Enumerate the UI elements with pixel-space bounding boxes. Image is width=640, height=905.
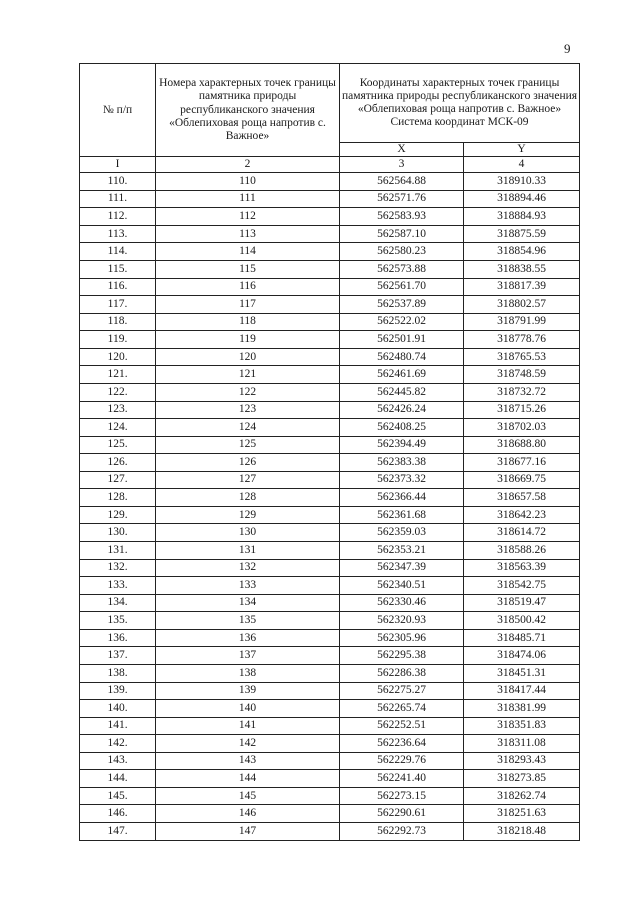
table-row bbox=[80, 225, 580, 243]
y-coordinate-cell: 318381.99 bbox=[464, 700, 580, 718]
table-row bbox=[80, 419, 580, 437]
y-coordinate-cell: 318791.99 bbox=[464, 313, 580, 331]
point-number-cell: 128 bbox=[156, 489, 340, 507]
point-number-cell: 111 bbox=[156, 190, 340, 208]
row-number-cell: 141. bbox=[80, 717, 156, 735]
row-number-cell: 143. bbox=[80, 752, 156, 770]
x-coordinate-cell: 562330.46 bbox=[340, 594, 464, 612]
x-coordinate-cell: 562366.44 bbox=[340, 489, 464, 507]
point-number-cell: 123 bbox=[156, 401, 340, 419]
point-number-cell: 138 bbox=[156, 664, 340, 682]
row-number-cell: 110. bbox=[80, 173, 156, 191]
point-number-cell: 122 bbox=[156, 383, 340, 401]
row-number-cell: 128. bbox=[80, 489, 156, 507]
header-y: Y bbox=[464, 143, 580, 157]
y-coordinate-cell: 318669.75 bbox=[464, 471, 580, 489]
row-number-cell: 133. bbox=[80, 577, 156, 595]
y-coordinate-cell: 318519.47 bbox=[464, 594, 580, 612]
header-row-number: № п/п bbox=[80, 64, 156, 157]
x-coordinate-cell: 562252.51 bbox=[340, 717, 464, 735]
row-number-cell: 145. bbox=[80, 787, 156, 805]
row-number-cell: 115. bbox=[80, 261, 156, 279]
y-coordinate-cell: 318838.55 bbox=[464, 261, 580, 279]
row-number-cell: 144. bbox=[80, 770, 156, 788]
x-coordinate-cell: 562583.93 bbox=[340, 208, 464, 226]
table-row bbox=[80, 436, 580, 454]
column-index-2: 2 bbox=[156, 157, 340, 173]
x-coordinate-cell: 562587.10 bbox=[340, 225, 464, 243]
y-coordinate-cell: 318778.76 bbox=[464, 331, 580, 349]
point-number-cell: 136 bbox=[156, 629, 340, 647]
table-row bbox=[80, 454, 580, 472]
table-row bbox=[80, 261, 580, 279]
x-coordinate-cell: 562383.38 bbox=[340, 454, 464, 472]
row-number-cell: 146. bbox=[80, 805, 156, 823]
y-coordinate-cell: 318451.31 bbox=[464, 664, 580, 682]
x-coordinate-cell: 562320.93 bbox=[340, 612, 464, 630]
point-number-cell: 137 bbox=[156, 647, 340, 665]
table-row bbox=[80, 190, 580, 208]
x-coordinate-cell: 562373.32 bbox=[340, 471, 464, 489]
row-number-cell: 124. bbox=[80, 419, 156, 437]
row-number-cell: 113. bbox=[80, 225, 156, 243]
row-number-cell: 121. bbox=[80, 366, 156, 384]
table-row bbox=[80, 173, 580, 191]
page-number: 9 bbox=[564, 41, 571, 56]
table-row bbox=[80, 524, 580, 542]
point-number-cell: 139 bbox=[156, 682, 340, 700]
point-number-cell: 133 bbox=[156, 577, 340, 595]
point-number-cell: 119 bbox=[156, 331, 340, 349]
y-coordinate-cell: 318642.23 bbox=[464, 506, 580, 524]
x-coordinate-cell: 562340.51 bbox=[340, 577, 464, 595]
x-coordinate-cell: 562241.40 bbox=[340, 770, 464, 788]
y-coordinate-cell: 318910.33 bbox=[464, 173, 580, 191]
x-coordinate-cell: 562347.39 bbox=[340, 559, 464, 577]
point-number-cell: 126 bbox=[156, 454, 340, 472]
point-number-cell: 114 bbox=[156, 243, 340, 261]
table-row bbox=[80, 489, 580, 507]
y-coordinate-cell: 318614.72 bbox=[464, 524, 580, 542]
row-number-cell: 140. bbox=[80, 700, 156, 718]
x-coordinate-cell: 562580.23 bbox=[340, 243, 464, 261]
row-number-cell: 123. bbox=[80, 401, 156, 419]
x-coordinate-cell: 562408.25 bbox=[340, 419, 464, 437]
x-coordinate-cell: 562229.76 bbox=[340, 752, 464, 770]
point-number-cell: 115 bbox=[156, 261, 340, 279]
row-number-cell: 112. bbox=[80, 208, 156, 226]
point-number-cell: 129 bbox=[156, 506, 340, 524]
table-row bbox=[80, 735, 580, 753]
row-number-cell: 120. bbox=[80, 348, 156, 366]
row-number-cell: 119. bbox=[80, 331, 156, 349]
table-row bbox=[80, 770, 580, 788]
y-coordinate-cell: 318262.74 bbox=[464, 787, 580, 805]
y-coordinate-cell: 318854.96 bbox=[464, 243, 580, 261]
x-coordinate-cell: 562426.24 bbox=[340, 401, 464, 419]
row-number-cell: 137. bbox=[80, 647, 156, 665]
x-coordinate-cell: 562292.73 bbox=[340, 823, 464, 841]
table-row bbox=[80, 629, 580, 647]
x-coordinate-cell: 562522.02 bbox=[340, 313, 464, 331]
y-coordinate-cell: 318251.63 bbox=[464, 805, 580, 823]
table-row bbox=[80, 752, 580, 770]
table-row bbox=[80, 664, 580, 682]
x-coordinate-cell: 562361.68 bbox=[340, 506, 464, 524]
x-coordinate-cell: 562265.74 bbox=[340, 700, 464, 718]
header-x: X bbox=[340, 143, 464, 157]
y-coordinate-cell: 318802.57 bbox=[464, 296, 580, 314]
row-number-cell: 147. bbox=[80, 823, 156, 841]
header-point-number: Номера характерных точек границы памятника природы республиканского значения «Облепиховая роща напротив с. Важное» bbox=[156, 64, 340, 157]
point-number-cell: 146 bbox=[156, 805, 340, 823]
y-coordinate-cell: 318817.39 bbox=[464, 278, 580, 296]
x-coordinate-cell: 562305.96 bbox=[340, 629, 464, 647]
point-number-cell: 112 bbox=[156, 208, 340, 226]
point-number-cell: 147 bbox=[156, 823, 340, 841]
row-number-cell: 136. bbox=[80, 629, 156, 647]
x-coordinate-cell: 562561.70 bbox=[340, 278, 464, 296]
y-coordinate-cell: 318293.43 bbox=[464, 752, 580, 770]
table-row bbox=[80, 348, 580, 366]
y-coordinate-cell: 318311.08 bbox=[464, 735, 580, 753]
point-number-cell: 135 bbox=[156, 612, 340, 630]
x-coordinate-cell: 562236.64 bbox=[340, 735, 464, 753]
point-number-cell: 132 bbox=[156, 559, 340, 577]
table-row bbox=[80, 383, 580, 401]
y-coordinate-cell: 318677.16 bbox=[464, 454, 580, 472]
x-coordinate-cell: 562286.38 bbox=[340, 664, 464, 682]
y-coordinate-cell: 318542.75 bbox=[464, 577, 580, 595]
table-row bbox=[80, 542, 580, 560]
y-coordinate-cell: 318417.44 bbox=[464, 682, 580, 700]
point-number-cell: 131 bbox=[156, 542, 340, 560]
y-coordinate-cell: 318474.06 bbox=[464, 647, 580, 665]
x-coordinate-cell: 562275.27 bbox=[340, 682, 464, 700]
header-coordinates: Координаты характерных точек границы памятника природы республиканского значения «Облепиховая роща напротив с. Важное» Система координат МСК-09 bbox=[340, 64, 580, 143]
table-row bbox=[80, 243, 580, 261]
x-coordinate-cell: 562537.89 bbox=[340, 296, 464, 314]
x-coordinate-cell: 562501.91 bbox=[340, 331, 464, 349]
point-number-cell: 127 bbox=[156, 471, 340, 489]
table-row bbox=[80, 612, 580, 630]
x-coordinate-cell: 562571.76 bbox=[340, 190, 464, 208]
y-coordinate-cell: 318563.39 bbox=[464, 559, 580, 577]
x-coordinate-cell: 562461.69 bbox=[340, 366, 464, 384]
row-number-cell: 139. bbox=[80, 682, 156, 700]
table-row bbox=[80, 401, 580, 419]
point-number-cell: 145 bbox=[156, 787, 340, 805]
point-number-cell: 144 bbox=[156, 770, 340, 788]
y-coordinate-cell: 318884.93 bbox=[464, 208, 580, 226]
table-row bbox=[80, 331, 580, 349]
table-row bbox=[80, 700, 580, 718]
x-coordinate-cell: 562273.15 bbox=[340, 787, 464, 805]
row-number-cell: 126. bbox=[80, 454, 156, 472]
table-row bbox=[80, 313, 580, 331]
row-number-cell: 138. bbox=[80, 664, 156, 682]
y-coordinate-cell: 318732.72 bbox=[464, 383, 580, 401]
point-number-cell: 134 bbox=[156, 594, 340, 612]
table-row bbox=[80, 296, 580, 314]
table-row bbox=[80, 208, 580, 226]
y-coordinate-cell: 318894.46 bbox=[464, 190, 580, 208]
row-number-cell: 114. bbox=[80, 243, 156, 261]
point-number-cell: 124 bbox=[156, 419, 340, 437]
point-number-cell: 143 bbox=[156, 752, 340, 770]
y-coordinate-cell: 318485.71 bbox=[464, 629, 580, 647]
table-row bbox=[80, 594, 580, 612]
table-row bbox=[80, 682, 580, 700]
y-coordinate-cell: 318351.83 bbox=[464, 717, 580, 735]
row-number-cell: 134. bbox=[80, 594, 156, 612]
y-coordinate-cell: 318500.42 bbox=[464, 612, 580, 630]
table-row bbox=[80, 647, 580, 665]
point-number-cell: 130 bbox=[156, 524, 340, 542]
y-coordinate-cell: 318218.48 bbox=[464, 823, 580, 841]
row-number-cell: 117. bbox=[80, 296, 156, 314]
y-coordinate-cell: 318588.26 bbox=[464, 542, 580, 560]
row-number-cell: 116. bbox=[80, 278, 156, 296]
table-row bbox=[80, 366, 580, 384]
point-number-cell: 110 bbox=[156, 173, 340, 191]
point-number-cell: 142 bbox=[156, 735, 340, 753]
point-number-cell: 116 bbox=[156, 278, 340, 296]
row-number-cell: 131. bbox=[80, 542, 156, 560]
y-coordinate-cell: 318765.53 bbox=[464, 348, 580, 366]
row-number-cell: 127. bbox=[80, 471, 156, 489]
x-coordinate-cell: 562359.03 bbox=[340, 524, 464, 542]
column-index-4: 4 bbox=[464, 157, 580, 173]
y-coordinate-cell: 318715.26 bbox=[464, 401, 580, 419]
point-number-cell: 113 bbox=[156, 225, 340, 243]
table-row bbox=[80, 823, 580, 841]
row-number-cell: 111. bbox=[80, 190, 156, 208]
row-number-cell: 132. bbox=[80, 559, 156, 577]
row-number-cell: 142. bbox=[80, 735, 156, 753]
point-number-cell: 118 bbox=[156, 313, 340, 331]
row-number-cell: 130. bbox=[80, 524, 156, 542]
x-coordinate-cell: 562573.88 bbox=[340, 261, 464, 279]
y-coordinate-cell: 318875.59 bbox=[464, 225, 580, 243]
x-coordinate-cell: 562445.82 bbox=[340, 383, 464, 401]
y-coordinate-cell: 318273.85 bbox=[464, 770, 580, 788]
point-number-cell: 121 bbox=[156, 366, 340, 384]
table-row bbox=[80, 471, 580, 489]
x-coordinate-cell: 562353.21 bbox=[340, 542, 464, 560]
x-coordinate-cell: 562295.38 bbox=[340, 647, 464, 665]
point-number-cell: 140 bbox=[156, 700, 340, 718]
x-coordinate-cell: 562290.61 bbox=[340, 805, 464, 823]
table-body bbox=[80, 173, 580, 840]
row-number-cell: 125. bbox=[80, 436, 156, 454]
table-row bbox=[80, 787, 580, 805]
column-index-1: I bbox=[80, 157, 156, 173]
row-number-cell: 122. bbox=[80, 383, 156, 401]
y-coordinate-cell: 318657.58 bbox=[464, 489, 580, 507]
point-number-cell: 125 bbox=[156, 436, 340, 454]
table-row bbox=[80, 506, 580, 524]
table-row bbox=[80, 805, 580, 823]
y-coordinate-cell: 318688.80 bbox=[464, 436, 580, 454]
y-coordinate-cell: 318702.03 bbox=[464, 419, 580, 437]
point-number-cell: 117 bbox=[156, 296, 340, 314]
y-coordinate-cell: 318748.59 bbox=[464, 366, 580, 384]
x-coordinate-cell: 562480.74 bbox=[340, 348, 464, 366]
table-row bbox=[80, 577, 580, 595]
column-index-3: 3 bbox=[340, 157, 464, 173]
row-number-cell: 129. bbox=[80, 506, 156, 524]
point-number-cell: 141 bbox=[156, 717, 340, 735]
x-coordinate-cell: 562564.88 bbox=[340, 173, 464, 191]
row-number-cell: 135. bbox=[80, 612, 156, 630]
table-row bbox=[80, 278, 580, 296]
row-number-cell: 118. bbox=[80, 313, 156, 331]
point-number-cell: 120 bbox=[156, 348, 340, 366]
table-row bbox=[80, 559, 580, 577]
coordinates-table bbox=[79, 63, 580, 841]
table-row bbox=[80, 717, 580, 735]
x-coordinate-cell: 562394.49 bbox=[340, 436, 464, 454]
